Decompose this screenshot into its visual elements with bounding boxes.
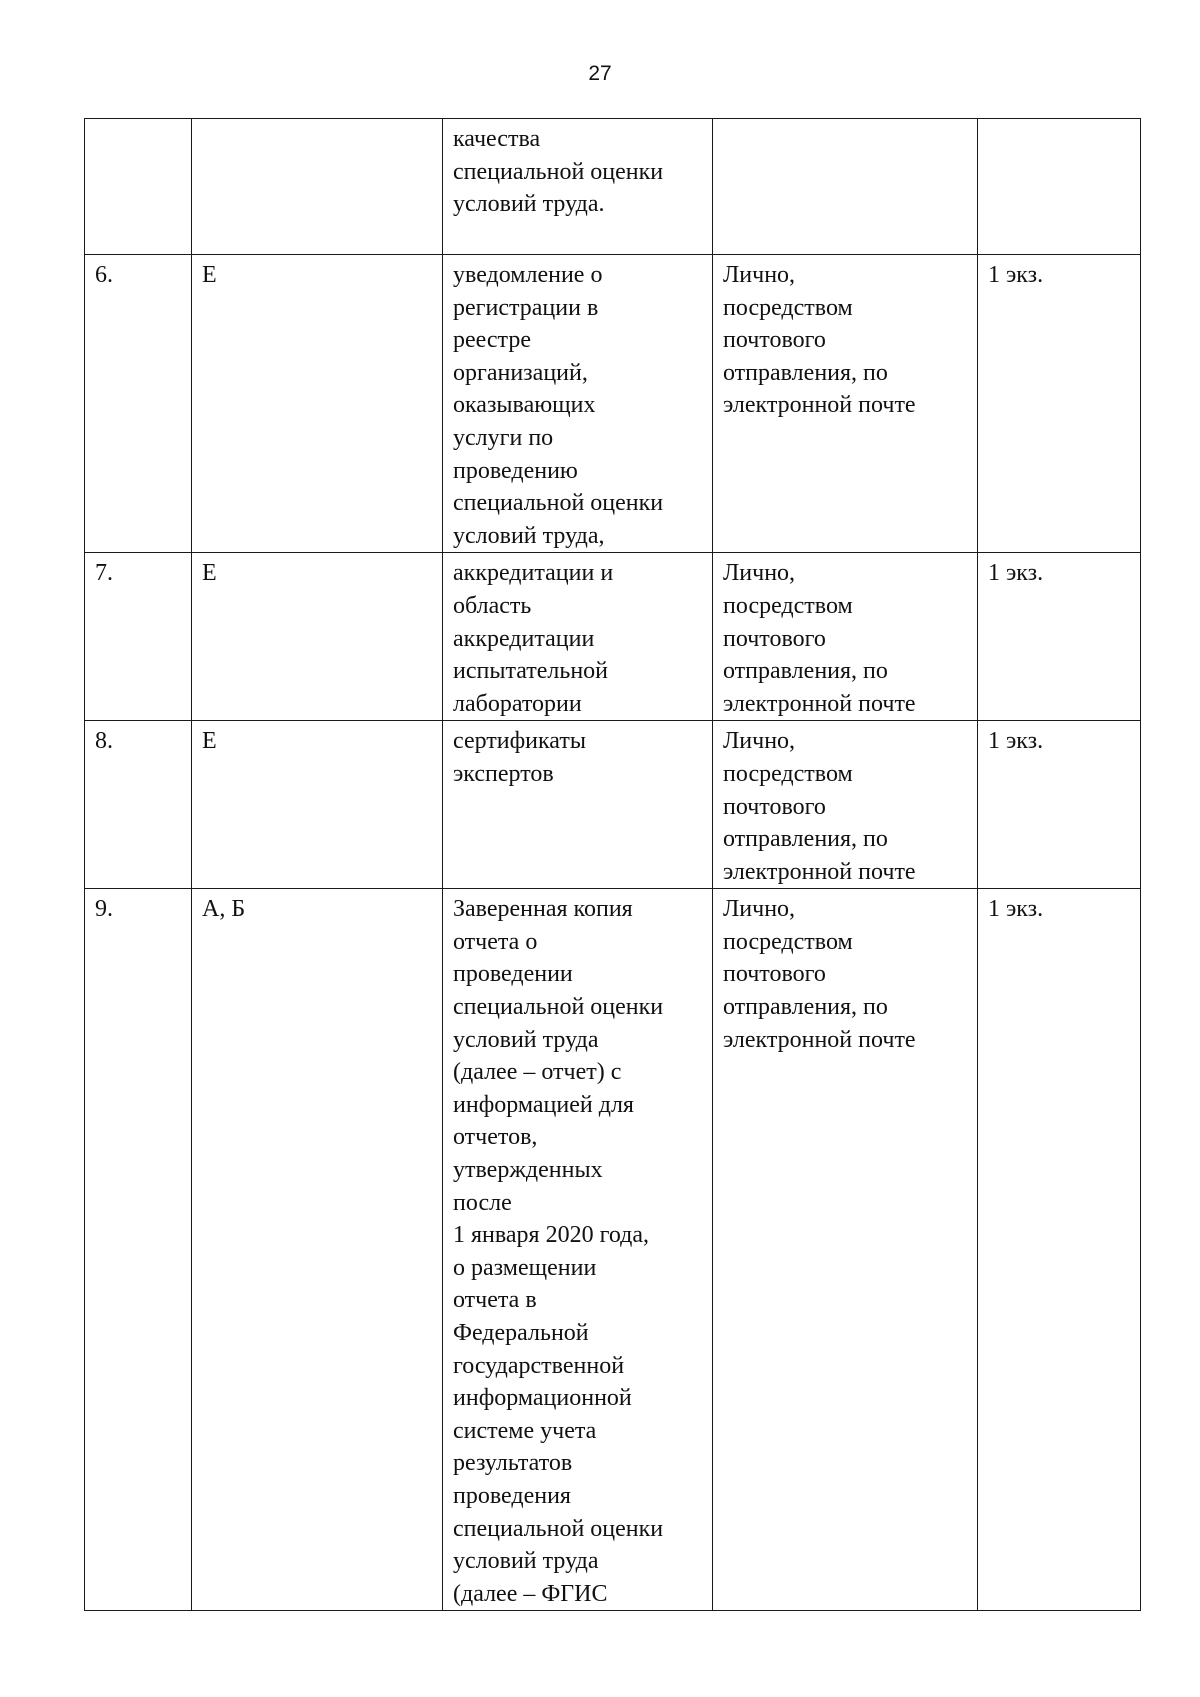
- copies-quantity: 1 экз.: [988, 262, 1044, 288]
- submission-method-line: почтового: [723, 793, 826, 820]
- submission-method-cell: [713, 889, 978, 1611]
- document-name-line: специальной оценки: [453, 1515, 664, 1542]
- copies-quantity: 1 экз.: [988, 728, 1044, 755]
- document-name-line: уведомление о: [453, 262, 603, 288]
- submission-method-line: электронной почте: [723, 690, 916, 717]
- row-number: 8.: [95, 728, 113, 755]
- quantity-cell: [978, 889, 1141, 1611]
- document-name-line: специальной оценки: [453, 490, 664, 517]
- page-number: 27: [588, 62, 612, 85]
- document-name-cell: [443, 889, 713, 1611]
- applicant-group: А, Б: [202, 896, 246, 923]
- document-name-line: специальной оценки: [453, 994, 664, 1021]
- document-name-line: отчета о: [453, 928, 538, 955]
- submission-method-line: почтового: [723, 961, 826, 988]
- document-name-line: качества: [453, 126, 541, 152]
- copies-quantity: 1 экз.: [988, 560, 1044, 587]
- document-name-line: утвержденных: [453, 1157, 603, 1184]
- quantity-cell: [978, 255, 1141, 553]
- document-name-line: лаборатории: [453, 690, 582, 717]
- document-name-cell: [443, 721, 713, 889]
- applicant-group: Е: [202, 560, 217, 587]
- submission-method-cell: [713, 721, 978, 889]
- document-name-line: регистрации в: [453, 294, 599, 321]
- row-number: 7.: [95, 560, 113, 587]
- quantity-cell: [978, 553, 1141, 721]
- submission-method-cell: [713, 119, 978, 255]
- document-name-line: проведению: [453, 457, 578, 484]
- document-name-line: услуги по: [453, 424, 554, 451]
- document-name-line: после: [453, 1189, 512, 1216]
- table-row: [85, 721, 1141, 889]
- document-name-line: организаций,: [453, 359, 588, 386]
- submission-method-line: отправления, по: [723, 359, 888, 386]
- submission-method-line: посредством: [723, 928, 853, 955]
- submission-method-line: электронной почте: [723, 858, 916, 885]
- copies-quantity: 1 экз.: [988, 896, 1044, 923]
- submission-method-line: посредством: [723, 760, 853, 787]
- applicant-group-cell: [192, 119, 443, 255]
- submission-method-line: электронной почте: [723, 1026, 916, 1053]
- document-name-line: государственной: [453, 1352, 625, 1379]
- row-number-cell: [85, 553, 192, 721]
- document-name-cell: [443, 255, 713, 553]
- document-name-line: реестре: [453, 327, 531, 354]
- document-name-cell: [443, 119, 713, 255]
- table-row: [85, 889, 1141, 1611]
- table-row: [85, 553, 1141, 721]
- document-name-line: (далее – отчет) с: [453, 1059, 622, 1086]
- document-name-line: сертификаты: [453, 728, 586, 755]
- row-number: 6.: [95, 262, 113, 288]
- document-name-line: результатов: [453, 1450, 573, 1477]
- submission-method-line: посредством: [723, 294, 853, 321]
- table-row: [85, 255, 1141, 553]
- submission-method-line: Лично,: [723, 896, 796, 923]
- applicant-group-cell: [192, 553, 443, 721]
- applicant-group: Е: [202, 728, 217, 755]
- submission-method-line: Лично,: [723, 728, 796, 755]
- document-name-line: (далее – ФГИС: [453, 1580, 608, 1607]
- quantity-cell: [978, 721, 1141, 889]
- submission-method-line: посредством: [723, 592, 853, 619]
- document-name-line: область: [453, 592, 532, 619]
- quantity-cell: [978, 119, 1141, 255]
- table-row: [85, 119, 1141, 255]
- document-name-line: Федеральной: [453, 1320, 589, 1346]
- applicant-group-cell: [192, 255, 443, 553]
- submission-method-line: отправления, по: [723, 826, 888, 853]
- document-name-line: отчета в: [453, 1287, 537, 1314]
- row-number-cell: [85, 721, 192, 889]
- document-name-line: информацией для: [453, 1091, 634, 1118]
- submission-method-line: почтового: [723, 625, 826, 652]
- document-name-line: 1 января 2020 года,: [453, 1222, 650, 1249]
- document-name-line: условий труда: [453, 1026, 599, 1053]
- submission-method-line: почтового: [723, 327, 826, 354]
- applicant-group-cell: [192, 721, 443, 889]
- document-name-line: оказывающих: [453, 392, 596, 419]
- row-number-cell: [85, 255, 192, 553]
- document-name-line: условий труда: [453, 1548, 599, 1575]
- submission-method-line: Лично,: [723, 560, 796, 587]
- document-name-line: экспертов: [453, 760, 554, 787]
- document-name-line: испытательной: [453, 658, 609, 685]
- submission-method-line: Лично,: [723, 262, 796, 288]
- submission-method-line: отправления, по: [723, 658, 888, 685]
- document-name-line: аккредитации: [453, 625, 595, 652]
- document-name-line: отчетов,: [453, 1124, 538, 1151]
- document-name-line: информационной: [453, 1385, 632, 1412]
- row-number: 9.: [95, 896, 113, 923]
- row-number-cell: [85, 889, 192, 1611]
- submission-method-cell: [713, 255, 978, 553]
- document-name-cell: [443, 553, 713, 721]
- document-name-line: специальной оценки: [453, 158, 664, 185]
- applicant-group-cell: [192, 889, 443, 1611]
- submission-method-line: электронной почте: [723, 392, 916, 419]
- document-name-line: Заверенная копия: [453, 896, 633, 923]
- documents-table: [84, 118, 1141, 1611]
- applicant-group: Е: [202, 262, 217, 288]
- document-name-line: проведении: [453, 961, 573, 988]
- submission-method-cell: [713, 553, 978, 721]
- row-number-cell: [85, 119, 192, 255]
- document-name-line: системе учета: [453, 1417, 597, 1444]
- submission-method-line: отправления, по: [723, 994, 888, 1021]
- document-name-line: условий труда.: [453, 191, 605, 218]
- document-name-line: аккредитации и: [453, 560, 614, 587]
- document-name-line: о размещении: [453, 1254, 597, 1281]
- document-name-line: проведения: [453, 1482, 571, 1509]
- document-name-line: условий труда,: [453, 522, 605, 549]
